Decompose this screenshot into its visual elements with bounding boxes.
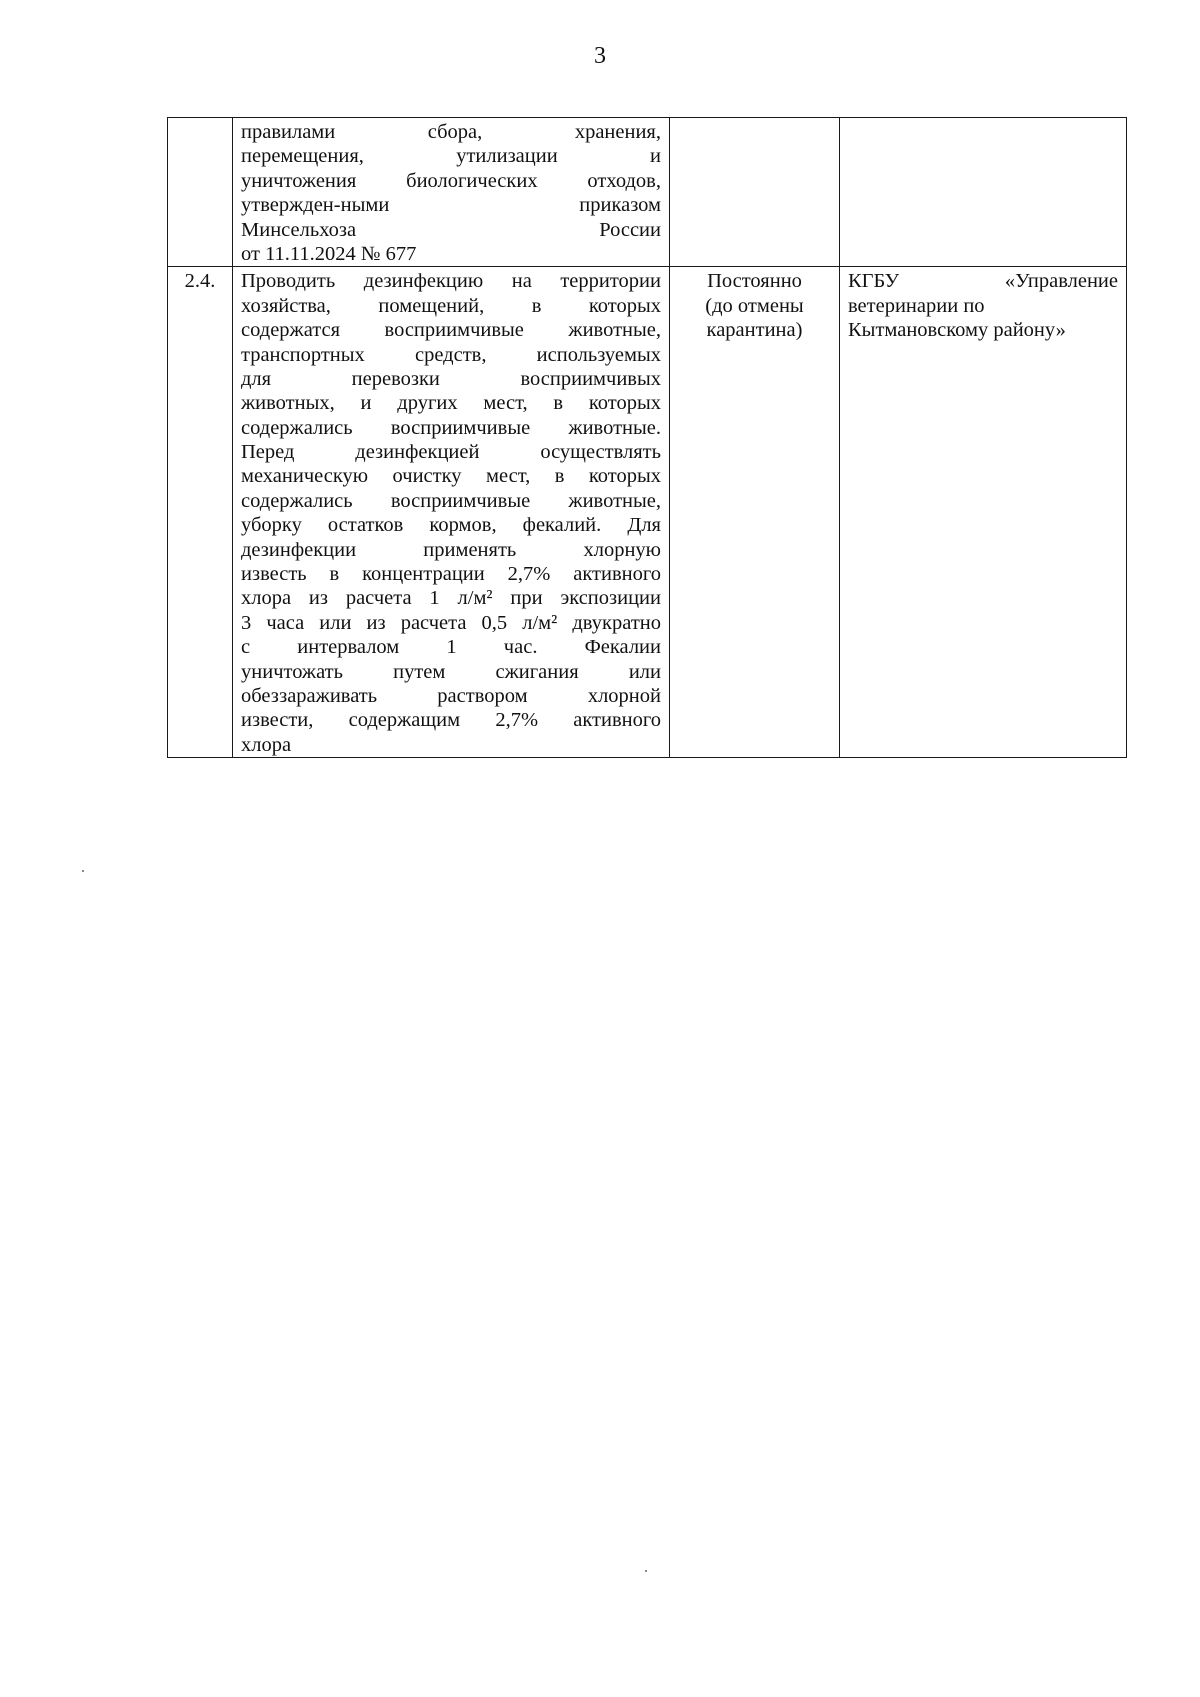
scan-speck — [82, 870, 84, 872]
action-line: уничтожать путем сжигания или — [241, 660, 661, 683]
action-cell — [233, 118, 670, 267]
row-number-cell — [168, 118, 233, 267]
responsible-line: КГБУ «Управление — [848, 270, 1118, 293]
action-line: хозяйства, помещений, в которых — [241, 294, 661, 317]
action-line: содержались восприимчивые животные, — [241, 489, 661, 512]
action-line: уборку остатков кормов, фекалий. Для — [241, 514, 661, 537]
responsible-cell — [840, 118, 1127, 267]
action-line: известь в концентрации 2,7% активного — [241, 563, 661, 586]
action-line: извести, содержащим 2,7% активного — [241, 709, 661, 732]
action-line: утвержден-ными приказом — [241, 194, 661, 217]
action-line: с интервалом 1 час. Фекалии — [241, 636, 661, 659]
term-line: карантина) — [706, 319, 803, 342]
responsible-line: ветеринарии по — [848, 294, 985, 317]
action-line: транспортных средств, используемых — [241, 343, 661, 366]
action-line: хлора из расчета 1 л/м² при экспозиции — [241, 587, 661, 610]
action-line: от 11.11.2024 № 677 — [241, 242, 417, 265]
action-line: перемещения, утилизации и — [241, 145, 661, 168]
term-cell — [670, 267, 840, 758]
responsible-line: Кытмановскому району» — [848, 319, 1066, 342]
action-line: Минсельхоза России — [241, 218, 661, 241]
table-row — [168, 267, 1127, 758]
action-line: Проводить дезинфекцию на территории — [241, 270, 661, 293]
page-number: 3 — [594, 43, 606, 69]
action-line: механическую очистку мест, в которых — [241, 465, 661, 488]
action-line: животных, и других мест, в которых — [241, 392, 661, 415]
term-line: (до отмены — [705, 294, 804, 317]
action-line: хлора — [241, 733, 292, 756]
term-line: Постоянно — [707, 270, 802, 293]
action-line: обеззараживать раствором хлорной — [241, 684, 661, 707]
action-line: уничтожения биологических отходов, — [241, 169, 661, 192]
action-line: дезинфекции применять хлорную — [241, 538, 661, 561]
scan-speck — [645, 1570, 647, 1572]
action-line: содержатся восприимчивые животные, — [241, 319, 661, 342]
term-cell — [670, 118, 840, 267]
action-line: содержались восприимчивые животные. — [241, 416, 661, 439]
responsible-cell — [840, 267, 1127, 758]
action-line: правилами сбора, хранения, — [241, 121, 661, 143]
action-line: 3 часа или из расчета 0,5 л/м² двукратно — [241, 611, 661, 634]
measures-table — [167, 117, 1127, 758]
row-number-cell: 2.4. — [168, 267, 233, 758]
action-line: для перевозки восприимчивых — [241, 367, 661, 390]
action-cell — [233, 267, 670, 758]
table-row — [168, 118, 1127, 267]
action-line: Перед дезинфекцией осуществлять — [241, 441, 661, 464]
